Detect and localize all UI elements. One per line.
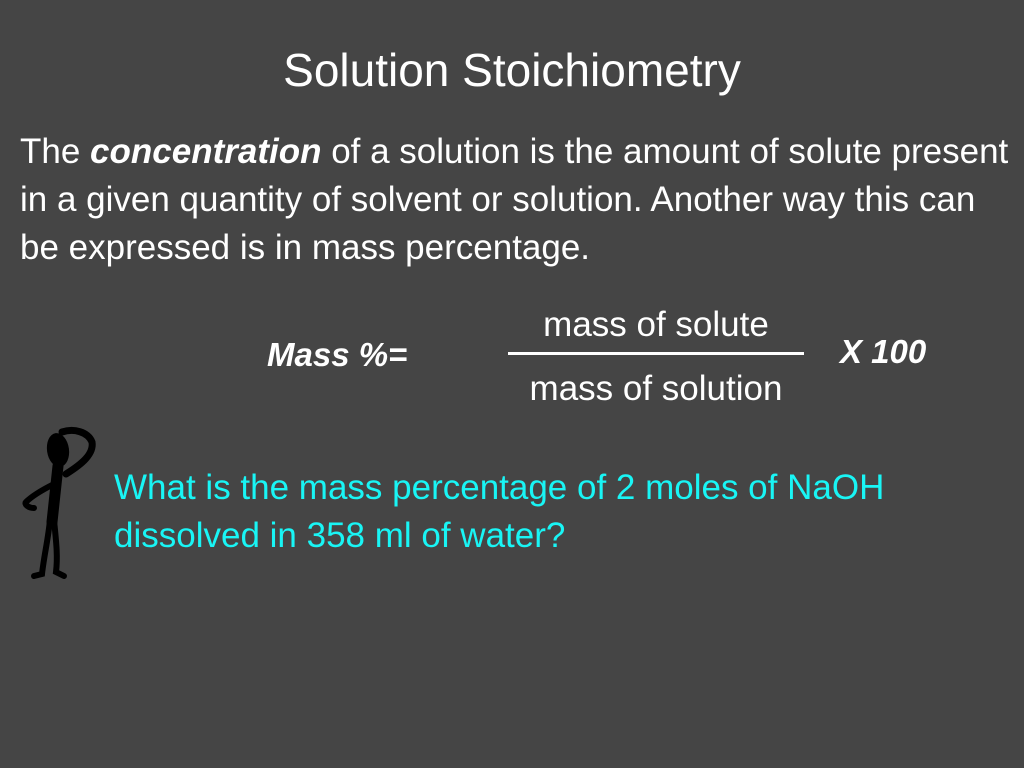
fraction-bar <box>508 352 804 355</box>
definition-intro: The <box>20 132 91 171</box>
definition-rest: of a solution is the amount of solute present in a given quantity of solvent or solution. Another way this can be expressed is in mass percentage. <box>20 132 1009 267</box>
formula-denominator: mass of solution <box>529 369 783 408</box>
formula-label: Mass %= <box>267 336 408 373</box>
formula-multiplier: X 100 <box>840 333 927 370</box>
question-text: What is the mass percentage of 2 moles of NaOH dissolved in 358 ml of water? <box>114 468 885 555</box>
definition-term: concentration <box>90 132 322 171</box>
slide-title: Solution Stoichiometry <box>283 44 741 96</box>
thinking-stick-figure-icon <box>14 424 104 582</box>
definition-paragraph <box>20 128 1010 272</box>
formula-numerator: mass of solute <box>543 305 769 344</box>
